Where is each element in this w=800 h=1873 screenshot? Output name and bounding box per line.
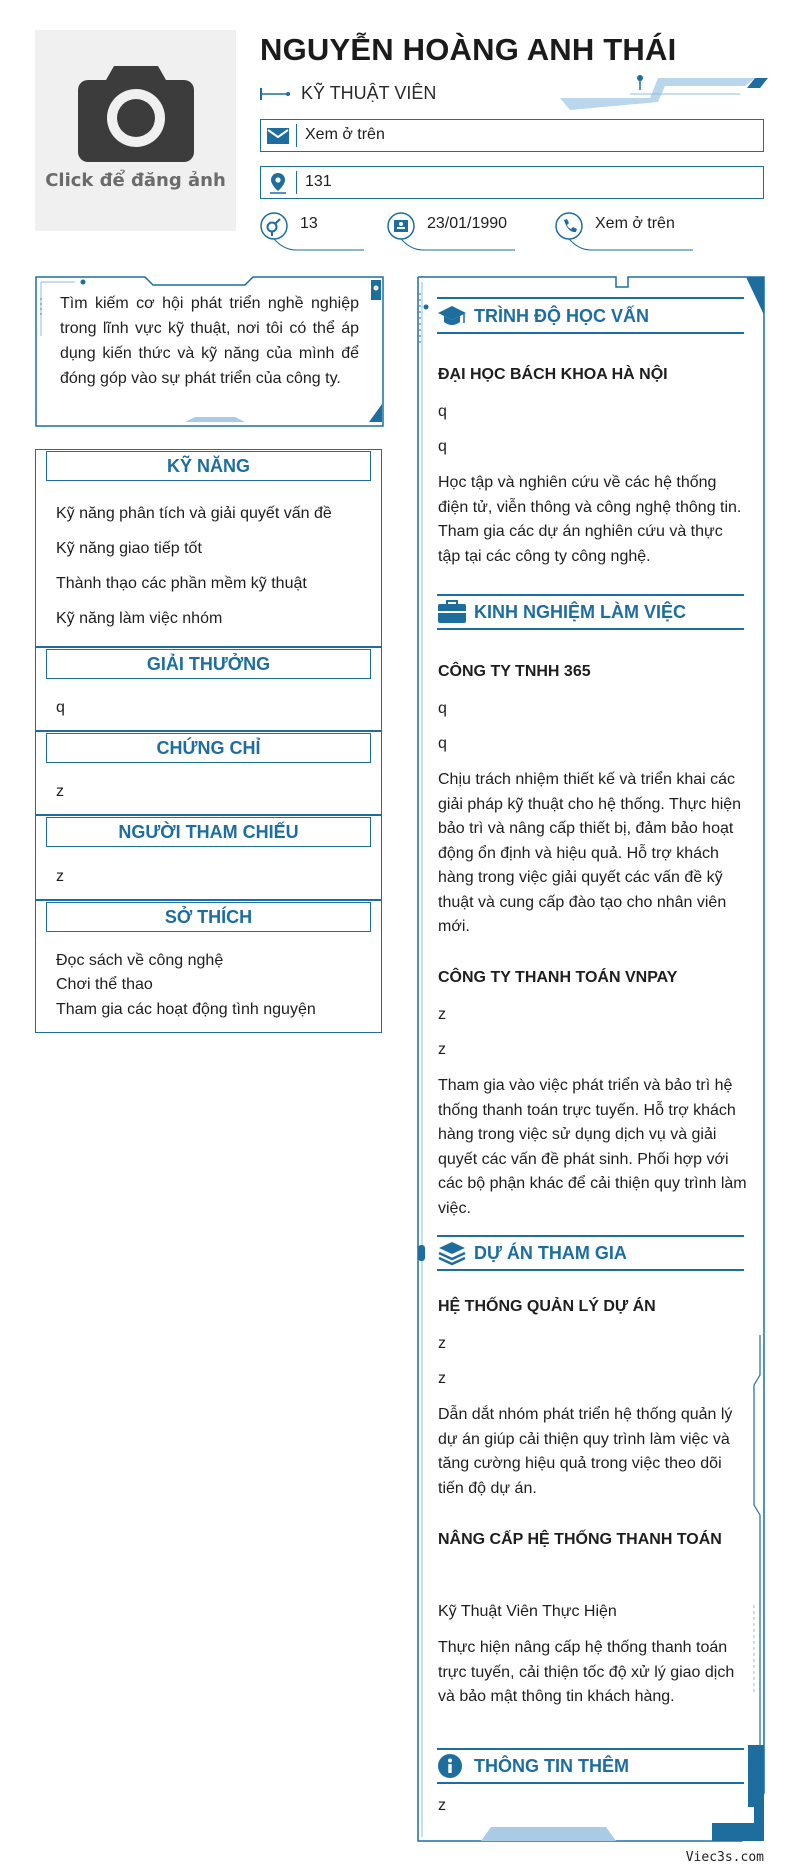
briefcase-icon (437, 599, 467, 625)
job-detail: q (438, 735, 447, 752)
gender-value: 13 (300, 215, 318, 232)
references-heading: NGƯỜI THAM CHIẾU (46, 817, 371, 847)
phone-value: Xem ở trên (595, 215, 675, 232)
job-detail: z (438, 1041, 446, 1058)
job-description: Chịu trách nhiệm thiết kế và triển khai các giải pháp kỹ thuật cho hệ thống. Thực hiện bảo trì và nâng cấp thiết bị, đảm bảo hoạt động ổn định và hiệu quả. Hỗ trợ khách hàng trong việc giải quyết các vấn đề kỹ thuật và cung cấp đào tạo cho nhân viên mới. (438, 771, 742, 935)
candidate-name: NGUYỄN HOÀNG ANH THÁI (260, 32, 677, 67)
projects-line-top (437, 1235, 744, 1237)
projects-line-bottom (437, 1269, 744, 1271)
job-description: Tham gia vào việc phát triển và bảo trì hệ thống thanh toán trực tuyến. Hỗ trợ khách hàng trong việc sử dụng dịch vụ và giải quyết các vấn đề phát sinh. Phối hợp với các bộ phận khác để cải thiện quy trình làm việc. (438, 1077, 747, 1217)
info-icon (437, 1753, 467, 1779)
header-circuit-decoration (540, 74, 770, 114)
hobby-item: Tham gia các hoạt động tình nguyện (56, 1001, 316, 1018)
extra-heading: THÔNG TIN THÊM (474, 1756, 629, 1776)
photo-caption: Click để đăng ảnh (45, 170, 226, 191)
camera-icon (76, 60, 196, 164)
extra-line-bottom (437, 1782, 744, 1784)
experience-heading: KINH NGHIỆM LÀM VIỆC (474, 602, 687, 622)
footer-watermark: Viec3s.com (685, 1850, 764, 1865)
project-detail: z (438, 1370, 446, 1387)
reference-item: z (56, 868, 64, 885)
personal-info-row (260, 212, 770, 252)
education-detail: q (438, 403, 447, 420)
certificates-heading: CHỨNG CHỈ (46, 733, 371, 763)
company-name: CÔNG TY TNHH 365 (438, 663, 591, 680)
awards-heading: GIẢI THƯỞNG (46, 649, 371, 679)
extra-detail: z (438, 1797, 446, 1814)
hobbies-section (35, 900, 382, 1033)
hobby-item: Chơi thể thao (56, 976, 153, 993)
extra-line-top (437, 1748, 744, 1750)
company-name: CÔNG TY THANH TOÁN VNPAY (438, 969, 678, 986)
email-value: Xem ở trên (305, 126, 385, 143)
email-icon (266, 125, 290, 147)
education-detail: q (438, 438, 447, 455)
graduation-cap-icon (437, 303, 467, 329)
education-heading: TRÌNH ĐỘ HỌC VẤN (474, 306, 649, 326)
awards-section (35, 647, 382, 731)
education-description: Học tập và nghiên cứu về các hệ thống điện tử, viễn thông và công nghệ thông tin. Tham gia các dự án nghiên cứu và thực tập tại các công ty công nghệ. (438, 474, 742, 565)
education-line-top (437, 297, 744, 299)
job-detail: q (438, 700, 447, 717)
project-description: Dẫn dắt nhóm phát triển hệ thống quản lý dự án giúp cải thiện quy trình làm việc và tăng cường hiệu quả trong việc theo dõi tiến độ dự án. (438, 1406, 733, 1497)
location-icon (266, 172, 290, 194)
certificates-section (35, 731, 382, 815)
skill-item: Kỹ năng giao tiếp tốt (56, 540, 202, 557)
project-name: NÂNG CẤP HỆ THỐNG THANH TOÁN (438, 1531, 722, 1548)
school-name: ĐẠI HỌC BÁCH KHOA HÀ NỘI (438, 366, 668, 383)
photo-upload[interactable] (35, 30, 236, 231)
project-name: HỆ THỐNG QUẢN LÝ DỰ ÁN (438, 1298, 656, 1315)
job-title: KỸ THUẬT VIÊN (301, 83, 437, 103)
skills-section (35, 449, 382, 647)
references-section (35, 815, 382, 900)
experience-line-top (437, 594, 744, 596)
education-line-bottom (437, 332, 744, 334)
career-objective: Tìm kiếm cơ hội phát triển nghề nghiệp trong lĩnh vực kỹ thuật, nơi tôi có thể áp dụng kiến thức và kỹ năng của mình để đóng góp vào sự phát triển của công ty. (60, 295, 359, 387)
certificate-item: z (56, 783, 64, 800)
experience-line-bottom (437, 628, 744, 630)
hobby-item: Đọc sách về công nghệ (56, 952, 224, 969)
skill-item: Kỹ năng làm việc nhóm (56, 610, 223, 627)
address-value: 131 (305, 173, 332, 190)
projects-heading: DỰ ÁN THAM GIA (474, 1243, 627, 1263)
address-field (260, 166, 764, 199)
skill-item: Kỹ năng phân tích và giải quyết vấn đề (56, 505, 332, 522)
role-marker-icon (260, 86, 292, 102)
skills-heading: KỸ NĂNG (46, 451, 371, 481)
hobbies-heading: SỞ THÍCH (46, 902, 371, 932)
job-detail: z (438, 1006, 446, 1023)
birthday-value: 23/01/1990 (427, 215, 508, 232)
email-field (260, 119, 764, 152)
award-item: q (56, 699, 65, 716)
project-detail: z (438, 1335, 446, 1352)
project-description: Thực hiện nâng cấp hệ thống thanh toán trực tuyến, cải thiện tốc độ xử lý giao dịch và bảo mật thông tin khách hàng. (438, 1639, 735, 1705)
project-detail: Kỹ Thuật Viên Thực Hiện (438, 1603, 617, 1620)
layers-icon (437, 1240, 467, 1266)
skill-item: Thành thạo các phần mềm kỹ thuật (56, 575, 307, 592)
